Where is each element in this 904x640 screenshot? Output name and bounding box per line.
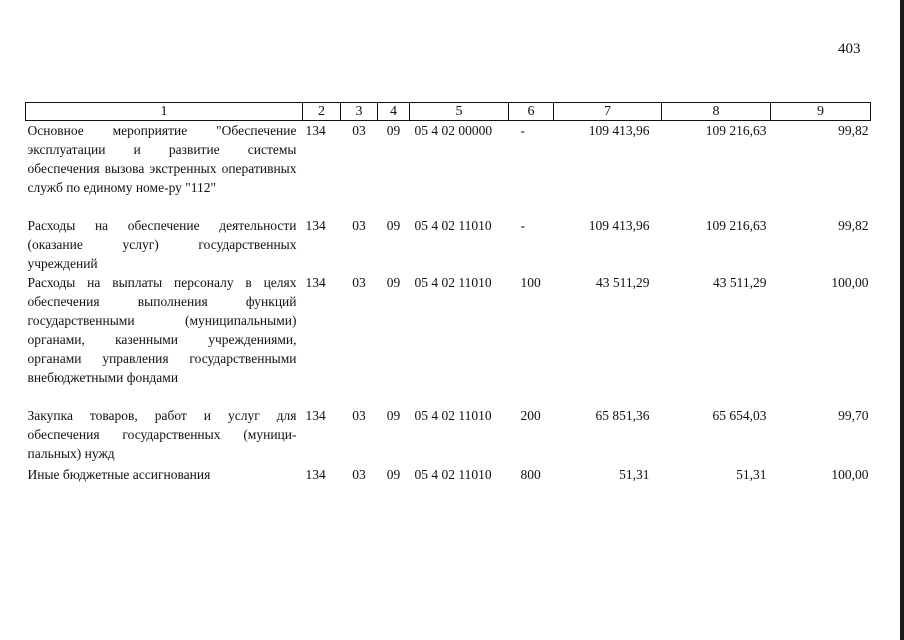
row-description: Расходы на обеспечение деятельности (оказание услуг) государственных учреждений (27, 217, 297, 271)
cell-planned-amount: 109 413,96 (588, 217, 650, 233)
table-row (26, 216, 871, 273)
cell-percent: 99,70 (838, 407, 869, 423)
cell-subsection-code: 09 (386, 466, 401, 482)
row-description: Расходы на выплаты персоналу в целях обеспечения выполнения функций государственными (муниципальными) органами, казенными учреждениями, органами управления государственными внебюджетными фондами (27, 274, 297, 385)
row-description: Основное мероприятие "Обеспечение эксплуатации и развитие системы обеспечения вызова экстренных оперативных служб по единому номе-ру "112" (27, 123, 297, 195)
cell-section-code: 03 (352, 466, 366, 482)
table-row (26, 273, 871, 406)
cell-ministry-code: 134 (305, 466, 326, 482)
cell-target-article: 05 4 02 11010 (414, 466, 492, 482)
cell-expense-type: - (520, 217, 525, 233)
cell-percent: 99,82 (838, 123, 869, 138)
column-header-9: 9 (771, 103, 871, 121)
page-number: 403 (838, 41, 861, 57)
row-description: Закупка товаров, работ и услуг для обеспечения государственных (муници-пальных) нужд (27, 407, 297, 461)
cell-ministry-code: 134 (305, 123, 326, 138)
table-row (26, 406, 871, 465)
column-header-5: 5 (410, 103, 509, 121)
cell-subsection-code: 09 (386, 217, 401, 233)
budget-table (25, 102, 871, 487)
cell-ministry-code: 134 (305, 407, 326, 423)
cell-expense-type: 800 (520, 466, 541, 482)
cell-ministry-code: 134 (305, 217, 326, 233)
cell-planned-amount: 109 413,96 (588, 123, 650, 138)
cell-actual-amount: 109 216,63 (705, 123, 767, 138)
cell-expense-type: 100 (520, 274, 541, 290)
cell-percent: 99,82 (838, 217, 869, 233)
cell-target-article: 05 4 02 11010 (414, 274, 492, 290)
cell-planned-amount: 51,31 (619, 466, 650, 482)
table-row (26, 121, 871, 216)
cell-percent: 100,00 (831, 274, 869, 290)
cell-section-code: 03 (352, 217, 366, 233)
cell-section-code: 03 (352, 123, 366, 138)
cell-subsection-code: 09 (386, 123, 401, 138)
scan-edge-border (900, 0, 904, 640)
cell-section-code: 03 (352, 274, 366, 290)
cell-expense-type: - (520, 123, 525, 138)
cell-subsection-code: 09 (386, 274, 401, 290)
cell-planned-amount: 43 511,29 (596, 274, 650, 290)
column-header-2: 2 (303, 103, 341, 121)
column-header-4: 4 (378, 103, 410, 121)
column-header-1: 1 (26, 103, 303, 121)
table-row (26, 465, 871, 487)
column-header-8: 8 (662, 103, 771, 121)
column-header-3: 3 (341, 103, 378, 121)
cell-actual-amount: 51,31 (736, 466, 767, 482)
cell-ministry-code: 134 (305, 274, 326, 290)
cell-subsection-code: 09 (386, 407, 401, 423)
cell-percent: 100,00 (831, 466, 869, 482)
cell-actual-amount: 65 654,03 (712, 407, 767, 423)
row-description: Иные бюджетные ассигнования (27, 466, 211, 482)
cell-target-article: 05 4 02 11010 (414, 407, 492, 423)
cell-planned-amount: 65 851,36 (595, 407, 650, 423)
cell-actual-amount: 43 511,29 (713, 274, 767, 290)
cell-expense-type: 200 (520, 407, 541, 423)
column-header-7: 7 (554, 103, 662, 121)
table-header (26, 103, 871, 121)
column-header-6: 6 (509, 103, 554, 121)
cell-target-article: 05 4 02 11010 (414, 217, 492, 233)
cell-target-article: 05 4 02 00000 (414, 123, 493, 138)
cell-actual-amount: 109 216,63 (705, 217, 767, 233)
cell-section-code: 03 (352, 407, 366, 423)
